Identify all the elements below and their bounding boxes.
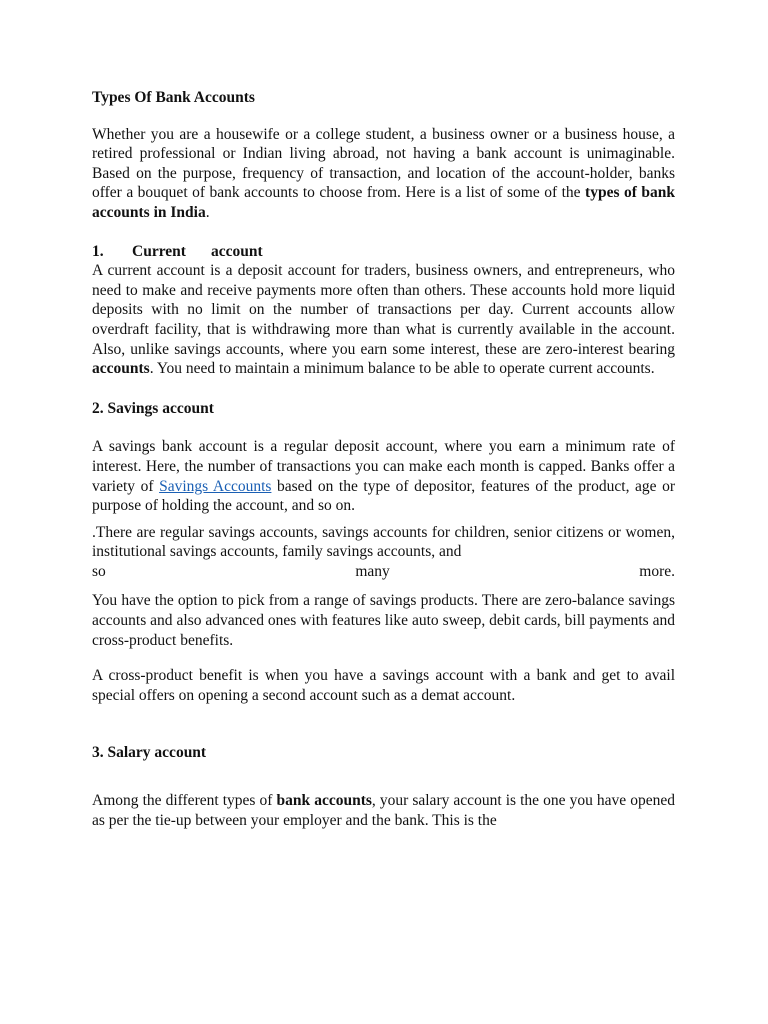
section-1-paragraph — [92, 261, 675, 379]
section-1-number: 1. — [92, 242, 104, 260]
section-2-text-b: based on the type of depositor, features of the product, age or purpose of holding the account, and so on. — [92, 477, 675, 515]
intro-end: . — [205, 203, 210, 221]
last-line-word-1: so — [92, 562, 106, 580]
section-1-text-b: . You need to maintain a minimum balance to be able to operate current accounts. — [149, 360, 655, 378]
section-3-text-a: Among the different types of — [92, 792, 277, 810]
document-page — [92, 88, 675, 830]
section-2-paragraph-2: .There are regular savings accounts, savings accounts for children, senior citizens or women, institutional savings accounts, family savings accounts, and — [92, 523, 675, 561]
section-1-heading — [92, 242, 675, 262]
section-2-paragraph-1 — [92, 437, 675, 515]
intro-paragraph — [92, 125, 675, 223]
document-title: Types Of Bank Accounts — [92, 89, 255, 106]
section-3-heading: 3. Salary account — [92, 744, 207, 762]
section-2-paragraph-4: A cross-product benefit is when you have a savings account with a bank and get to avail special offers on opening a second account such as a demat account. — [92, 667, 675, 704]
section-1-heading-word-1: Current — [132, 242, 186, 260]
savings-accounts-link[interactable]: Savings Accounts — [159, 477, 272, 495]
intro-bold-text: types of bank accounts in India — [92, 184, 675, 221]
intro-text: Whether you are a housewife or a college student, a business owner or a business house, a retired professional or Indian living abroad, not having a bank account is unimaginable. Based on the purpose, frequency of transaction, and location of the account-holder, banks offer a bouquet of bank accounts to choose from. Here is a list of some of the — [92, 125, 675, 202]
last-line-word-2: many — [355, 562, 390, 580]
last-line-word-3: more. — [639, 562, 675, 580]
section-2-paragraph-3: You have the option to pick from a range of savings products. There are zero-balance savings accounts and also advanced ones with features like auto sweep, debit cards, bill payments and cross-product benefits. — [92, 592, 675, 649]
section-1-heading-word-2: account — [211, 242, 263, 260]
section-3-text-b: , your salary account is the one you have opened as per the tie-up between your employer and the bank. This is the — [92, 792, 675, 829]
section-1-bold-text: accounts — [92, 360, 150, 378]
section-1-text-a: A current account is a deposit account for traders, business owners, and entrepreneurs, who need to make and receive payments more often than others. These accounts hold more liquid deposits with no limit on the number of transactions per day. Current accounts allow overdraft facility, that is withdrawing more than what is currently available in the account. Also, unlike savings accounts, where you earn some interest, these are zero-interest bearing — [92, 262, 675, 358]
section-2-heading: 2. Savings account — [92, 399, 214, 417]
section-2-paragraph-2-last-line — [92, 562, 675, 582]
section-2-text-a: A savings bank account is a regular deposit account, where you earn a minimum rate of interest. Here, the number of transactions you can make each month is capped. Banks offer a variety of — [92, 438, 675, 495]
section-3-paragraph-1 — [92, 791, 675, 830]
section-3-bold-text: bank accounts — [276, 792, 372, 810]
